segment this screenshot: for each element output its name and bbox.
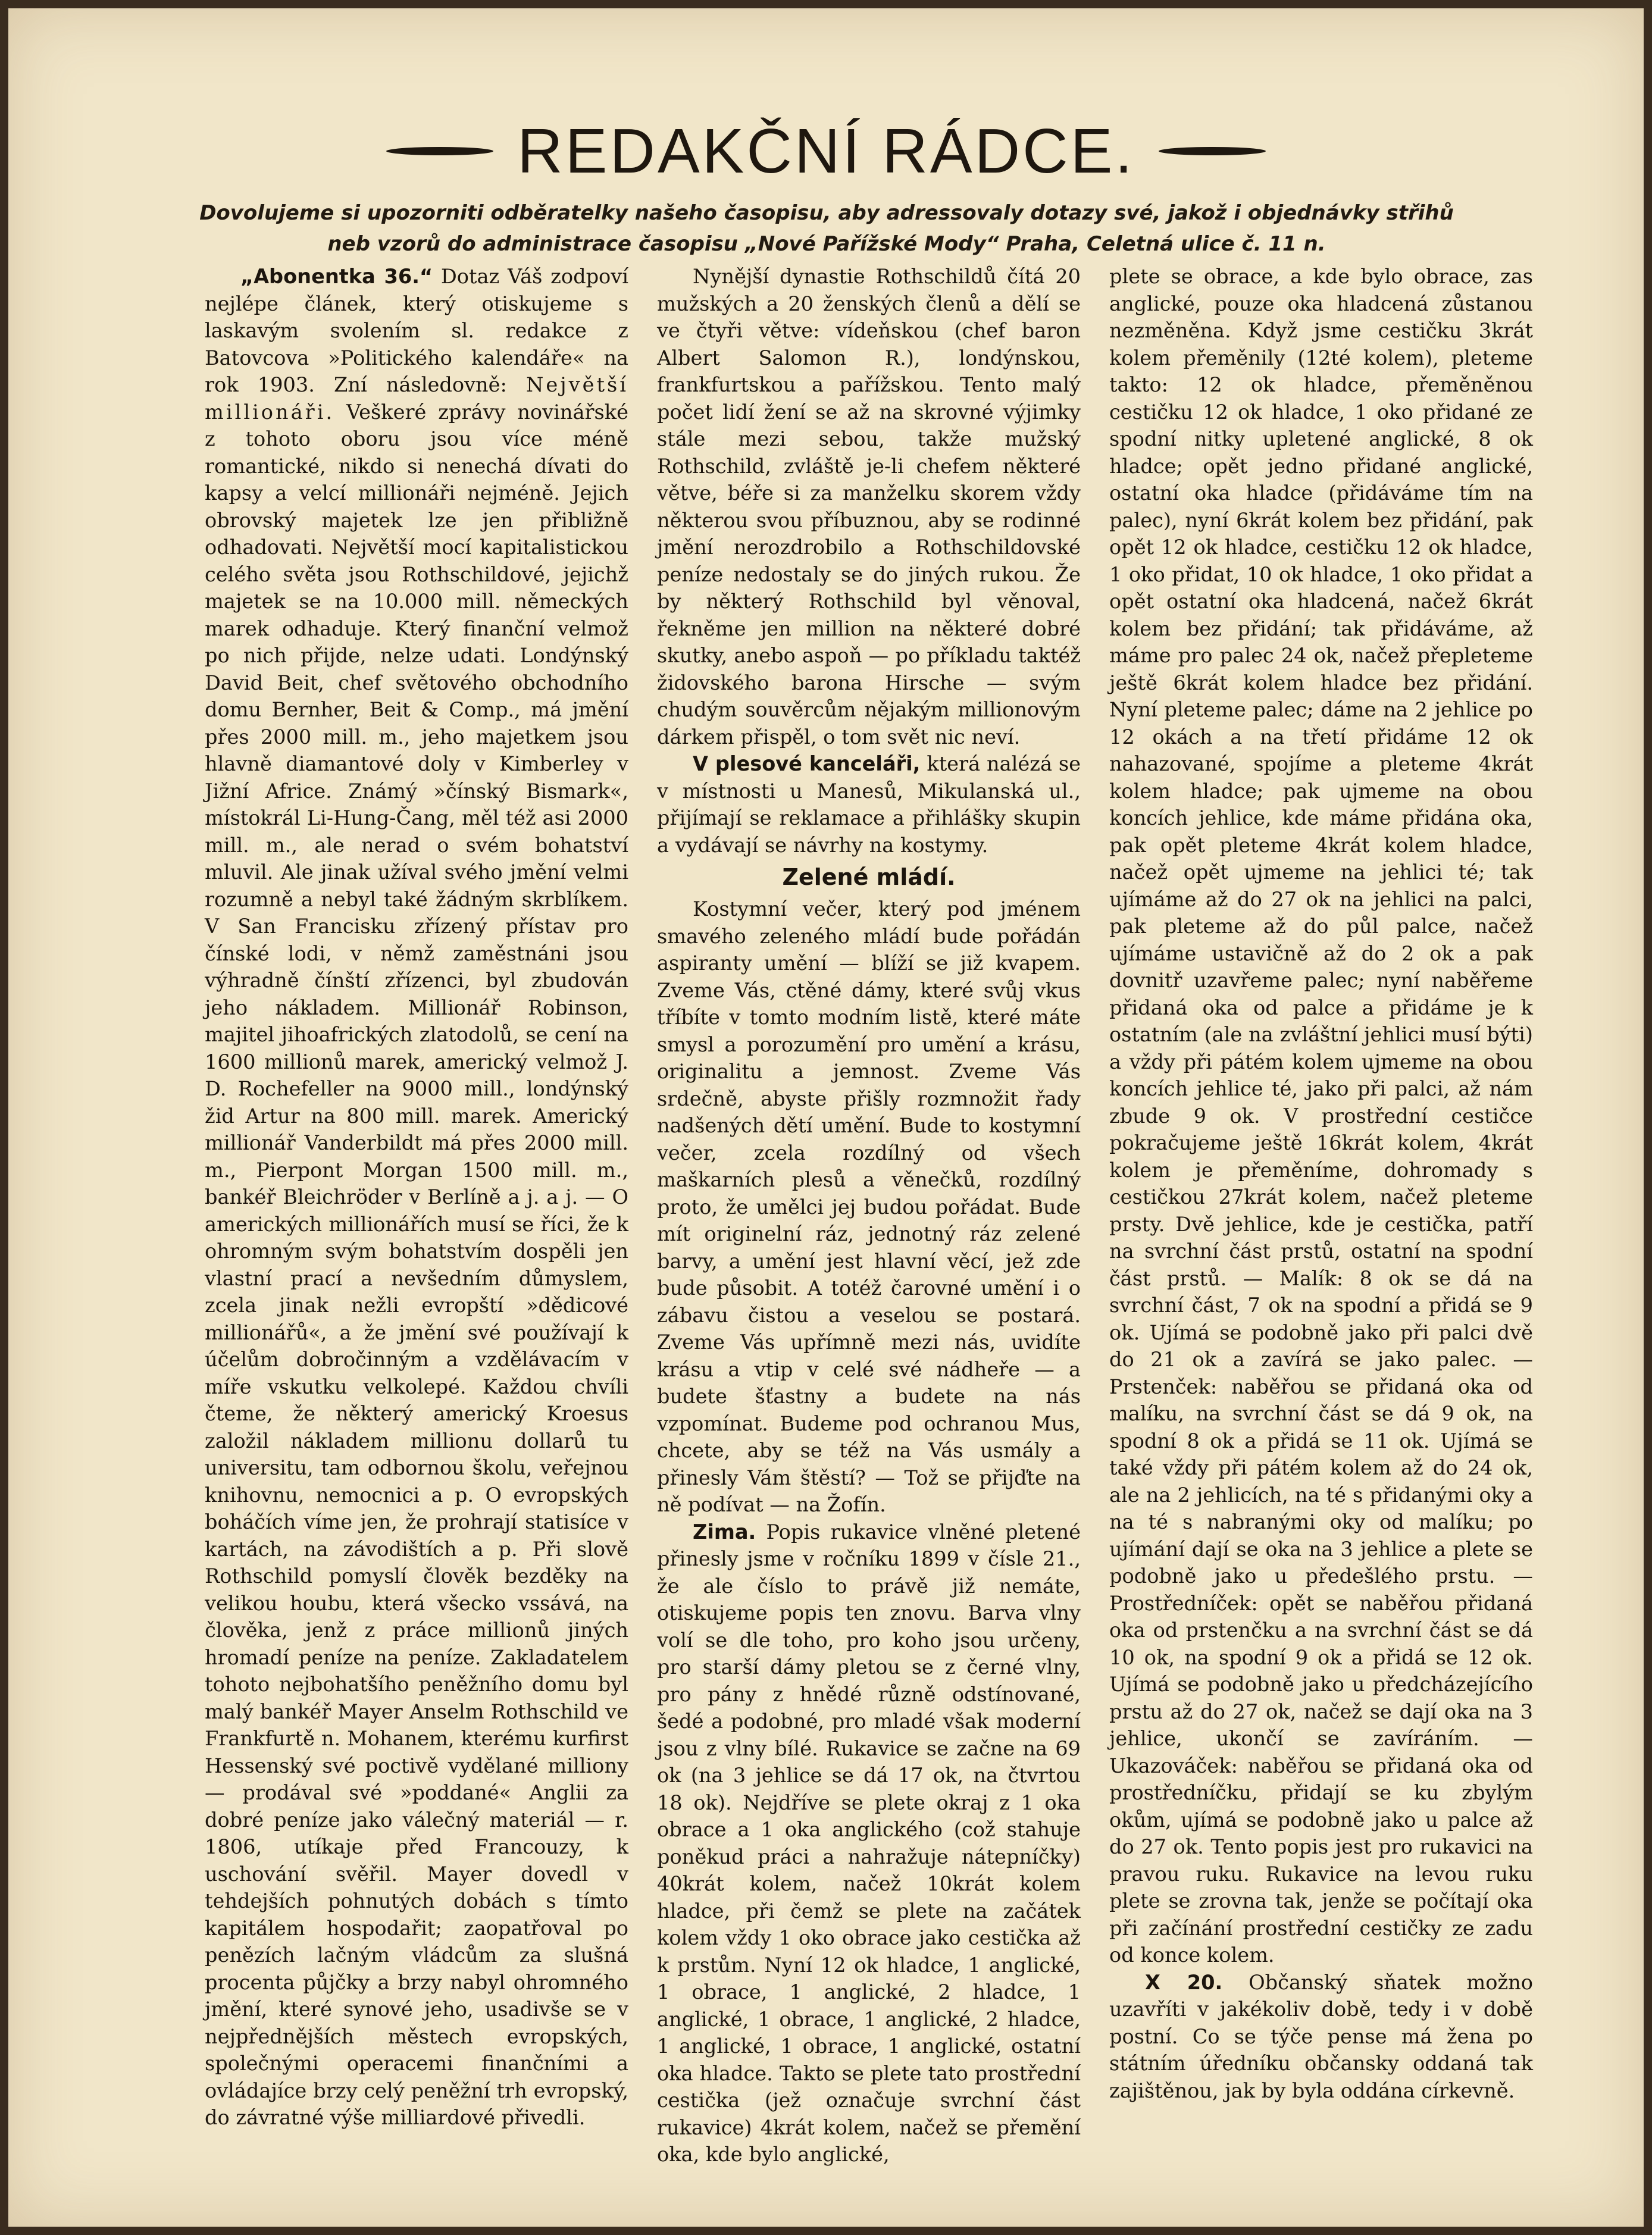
title-row — [8, 109, 1644, 193]
query-lead: „Abonentka 36.“ — [240, 265, 433, 288]
query-lead: Zima. — [693, 1520, 756, 1544]
paragraph — [1109, 1969, 1533, 2105]
paragraph — [657, 263, 1081, 750]
paragraph — [657, 1519, 1081, 2168]
paragraph — [205, 263, 628, 2131]
query-lead: X 20. — [1145, 1970, 1223, 1994]
column-2 — [657, 263, 1081, 2166]
column-1 — [205, 263, 628, 2131]
text-columns — [205, 263, 1534, 2166]
paragraph-text: Veškeré zprávy novinářské z tohoto oboru jsou více méně romantické, nikdo si nenechá dívati do kapsy a velcí millionáři nejméně. Jejich obrovský majetek lze jen přibližně odhadovati. Největší mocí kapitalistickou celého světa jsou Rothschildové, jejichž majetek se na 10.000 mill. německých marek odhaduje. Který finanční velmož po nich přijde, nelze udati. Londýnský David Beit, chef světového obchodního domu Bernher, Beit & Comp., má jmění přes 2000 mill. m., jeho majetkem jsou hlavně diamantové doly v Kimberley v Jižní Africe. Známý »čínský Bismark«, místokrál Li-Hung-Čang, měl též asi 2000 mill. m., ale nerad o svém bohatství mluvil. Ale jinak užíval svého jmění velmi rozumně a nebyl také žádným skrblíkem. V San Francisku zřízený přístav pro čínské lodi, v němž zaměstnáni jsou výhradně čínští zřízenci, byl zbudován jeho nákladem. Millionář Robinson, majitel jihoafrických zlatodolů, se cení na 1600 millionů marek, americký velmož J. D. Rochefeller na 9000 mill., londýnský žid Artur na 800 mill. marek. Americký millionář Vanderbildt má přes 2000 mill. m., Pierpont Morgan 1500 mill. m., bankéř Bleichröder v Berlíně a j. a j. — O amerických millionářích musí se říci, že k ohromným svým bohatstvím dospěli jen vlastní prací a nevšedním důmyslem, zcela jinak nežli evropští »dědicové millionářů«, a že jmění své používají k účelům dobročinným a vzdělávacím v míře vskutku velkolepé. Každou chvíli čteme, že některý americký Kroesus založil nákladem millionu dollarů tu universitu, tam odbornou školu, veřejnou knihovnu, nemocnici a p. O evropských boháčích víme jen, že prohrají statisíce v kartách, na závodištích a p. Při slově Rothschild pomyslí člověk bezděky na velikou houbu, která všecko vssává, na člověka, jenž z práce millionů jiných hromadí peníze na peníze. Zakladatelem tohoto nejbohatšího peněžního domu byl malý bankéř Mayer Anselm Rothschild ve Frankfurtě n. Mohanem, kterému kurfirst Hessenský své poctivě vydělané milliony — prodával své »poddané« Anglii za dobré peníze jako válečný materiál — r. 1806, utíkaje před Francouzy, k uschování svěřil. Mayer dovedl v tehdejších pohnutých dobách s tímto kapitálem hospodařit; zaopatřoval po penězích lačným vládcům za slušná procenta půjčky a brzy nabyl ohromného jmění, které synové jeho, usadivše se v nejpřednějších městech evropských, společnými operacemi finančními a ovládajíce brzy celý peněžní trh evropský, do závratné výše milliardové přivedli. — [205, 400, 628, 2129]
title-left-rule — [386, 147, 493, 155]
paragraph-text: plete se obrace, a kde bylo obrace, zas anglické, pouze oka hladcená zůstanou nezměněna. Když jsme cestičku 3krát kolem přeměnily (12té kolem), pleteme takto: 12 ok hladce, přeměněnou cestičku 12 ok hladce, 1 oko přidané ze spodní nitky upletené anglické, 8 ok hladce; opět jedno přidané anglické, ostatní oka hladce (přidáváme tím na palec), nyní 6krát kolem bez přidání, pak opět 12 ok hladce, cestičku 12 ok hladce, 1 oko přidat, 10 ok hladce, 1 oko přidat a opět ostatní oka hladcená, načež 6krát kolem bez přidání; tak přidáváme, až máme pro palec 24 ok, načež přepleteme ještě 6krát kolem hladce bez přidání. Nyní pleteme palec; dáme na 2 jehlice po 12 okách a na třetí přidáme 12 ok nahazované, spojíme a pleteme 4krát kolem hladce; pak ujmeme na obou koncích jehlice, kde máme přidána oka, pak opět pleteme 4krát kolem hladce, načež opět ujmeme na jehlici té; tak ujímáme až do 27 ok na jehlici na palci, pak pleteme až do půl palce, načež ujímáme ustavičně až do 2 ok a pak dovnitř uzavřeme palec; nyní naběřeme přidaná oka od palce a přidáme je k ostatním (ale na zvláštní jehlici musí býti) a vždy při pátém kolem ujmeme na obou koncích jehlice té, jako při palci, až nám zbude 9 ok. V prostřední cestičce pokračujeme ještě 16krát kolem, 4krát kolem je přeměníme, dohromady s cestičkou 27krát kolem, načež pleteme prsty. Dvě jehlice, kde je cestička, patří na svrchní část prstů, ostatní na spodní část prstů. — Malík: 8 ok se dá na svrchní část, 7 ok na spodní a přidá se 9 ok. Ujímá se podobně jako při palci dvě do 21 ok a zavírá se jako palec. — Prstenček: naběřou se přidaná oka od malíku, na svrchní část se dá 9 ok, na spodní 8 ok a přidá se 11 ok. Ujímá se také vždy při pátém kolem až do 24 ok, ale na 2 jehlicích, na té s přidanými oky a na té s nabranými oky od malíku; po ujímání dají se oka na 3 jehlice a plete se podobně jako u předešlého prstu. — Prostředníček: opět se naběřou přidaná oka od prstenčku a na svrchní část se dá 10 ok, na spodní 9 ok a přidá se 12 ok. Ujímá se podobně jako u předcházejícího prstu až do 27 ok, načež se dají oka na 3 jehlice, ukončí se zavíráním. — Ukazováček: naběřou se přidaná oka od prostředníčku, přidají se ku zbylým okům, ujímá se podobně jako u palce až do 27 ok. Tento popis jest pro rukavici na pravou ruku. Rukavice na levou ruku plete se zrovna tak, jenže se počítají oka při začínání prostřední cestičky ze zadu od konce kolem. — [1109, 265, 1533, 1967]
paragraph-text: Nynější dynastie Rothschildů čítá 20 mužských a 20 ženských členů a dělí se ve čtyři větve: vídeňskou (chef baron Albert Salomon R.), londýnskou, frankfurtskou a pařížskou. Tento malý počet lidí žení se až na skrovné výjimky stále mezi sebou, takže mužský Rothschild, zvláště je-li chefem některé větve, béře si za manželku skorem vždy některou svou příbuznou, aby se rodinné jmění nerozdrobilo a Rothschildovské peníze nedostaly se do jiných rukou. Že by některý Rothschild byl věnoval, řekněme jen million na některé dobré skutky, anebo aspoň — po příkladu taktéž židovského barona Hirsche — svým chudým souvěrcům nějakým millionovým dárkem přispěl, o tom svět nic neví. — [657, 265, 1081, 749]
inline-heading: Největší millionáři. — [205, 373, 628, 424]
paragraph-text: Dotaz Váš zodpoví nejlépe článek, který otiskujeme s laskavým svolením sl. redakce z Batovcova »Politického kalendáře« na rok 1903. Zní následovně: — [205, 265, 628, 396]
paragraph-text: která nalézá se v místnosti u Manesů, Mikulanská ul., přijímají se reklamace a přihlášky skupin a vydávají se návrhy na kostymy. — [657, 752, 1081, 857]
paragraph-text: Občanský sňatek možno uzavříti v jakékoliv době, tedy i v době postní. Co se týče pense má žena po státním úředníku občansky oddaná tak zajištěnou, jak by byla oddána církevně. — [1109, 1970, 1534, 2102]
paragraph — [657, 896, 1081, 1519]
newspaper-page — [8, 8, 1644, 2227]
query-lead: V plesové kanceláři, — [693, 752, 921, 775]
editorial-notice: Dovolujeme si upozorniti odběratelky našeho časopisu, aby adressovaly dotazy své, jakož i objednávky střihů neb vzorů do administrace časopisu „Nové Pařížské Mody“ Praha, Celetná ulice č. 11 n. — [199, 201, 1454, 256]
paragraph — [1109, 263, 1533, 1969]
page-title: REDAKČNÍ RÁDCE. — [517, 115, 1135, 186]
column-3 — [1109, 263, 1533, 2131]
paragraph-text: Popis rukavice vlněné pletené přinesly jsme v ročníku 1899 v čísle 21., že ale číslo to právě již nemáte, otiskujeme popis ten znovu. Barva vlny volí se dle toho, pro koho jsou určeny, pro starší dámy pletou se z černé vlny, pro pány z hnědé různě odstínované, šedé a podobné, pro mladé však moderní jsou z vlny bílé. Rukavice se začne na 69 ok (na 3 jehlice se dá 17 ok, na čtvrtou 18 ok). Nejdříve se plete okraj z 1 oka obrace a 1 oka anglického (což stahuje poněkud práci a nahražuje nátepníčky) 40krát kolem, načež 10krát kolem hladce, při čemž se plete na začátek kolem vždy 1 oko obrace jako cestička až k prstům. Nyní 12 ok hladce, 1 anglické, 1 obrace, 1 anglické, 2 hladce, 1 anglické, 1 obrace, 1 anglické, 2 hladce, 1 anglické, 1 obrace, 1 anglické, ostatní oka hladce. Takto se plete tato prostřední cestička (jež označuje svrchní část rukavice) 4krát kolem, načež se přemění oka, kde bylo anglické, — [657, 1520, 1081, 2166]
title-right-rule — [1159, 147, 1266, 155]
section-heading: Zelené mládí. — [782, 864, 956, 890]
paragraph — [657, 750, 1081, 859]
paragraph-text: Kostymní večer, který pod jménem smavého zeleného mládí bude pořádán aspiranty umění — blíží se již kvapem. Zveme Vás, ctěné dámy, které svůj vkus tříbíte v tomto modním listě, které máte smysl a porozumění pro umění a krásu, originalitu a jemnost. Zveme Vás srdečně, abyste přišly rozmnožit řady nadšených dětí umění. Bude to kostymní večer, zcela rozdílný od všech maškarních plesů a věnečků, rozdílný proto, že umělci jej budou pořádat. Bude mít originelní ráz, jednotný ráz zelené barvy, a umění jest hlavní věcí, jež zde bude působit. A totéž čarovné umění i o zábavu čistou a veselou se postará. Zveme Vás upřímně mezi nás, uvidíte krásu a vtip v celé své nádheře — a budete šťastny a budete na nás vzpomínat. Budeme pod ochranou Mus, chcete, aby se též na Vás usmály a přinesly Vám štěstí? — Tož se přijďte na ně podívat — na Žofín. — [657, 897, 1081, 1516]
